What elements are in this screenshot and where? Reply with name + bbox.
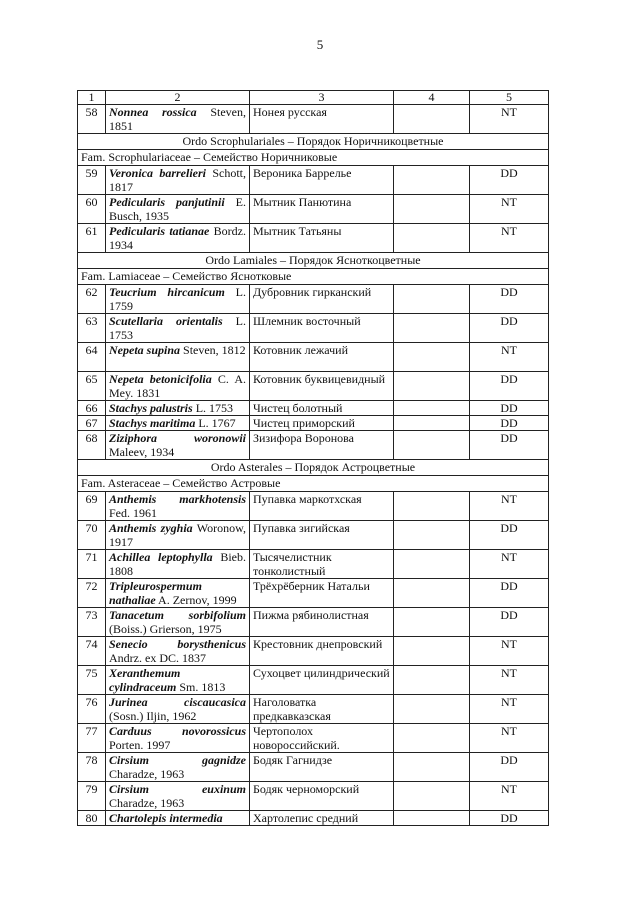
species-row <box>78 343 549 372</box>
russian-name: Наголоватка предкавказская <box>250 695 394 724</box>
species-row <box>78 285 549 314</box>
latin-name-cell <box>106 782 250 811</box>
author-citation: A. Zernov, 1999 <box>155 593 237 607</box>
species-row <box>78 224 549 253</box>
latin-name-cell <box>106 579 250 608</box>
russian-name: Пупавка зигийская <box>250 521 394 550</box>
status-code: DD <box>470 416 549 431</box>
row-number: 71 <box>78 550 106 579</box>
author-citation: L. 1767 <box>195 416 236 430</box>
empty-cell <box>394 343 470 372</box>
latin-name: Scutellaria orientalis <box>109 314 223 328</box>
latin-name: Pedicularis panjutinii <box>109 195 225 209</box>
latin-name: Anthemis markhotensis <box>109 492 246 506</box>
author-citation: Andrz. ex DC. 1837 <box>109 651 206 665</box>
author-citation: L. 1753 <box>192 401 234 415</box>
author-citation: Schott, 1817 <box>109 166 246 194</box>
status-code: NT <box>470 724 549 753</box>
author-citation: (Boiss.) Grierson, 1975 <box>109 622 222 636</box>
latin-name-cell <box>106 753 250 782</box>
latin-name-cell <box>106 666 250 695</box>
species-row <box>78 314 549 343</box>
author-citation: (Sosn.) Iljin, 1962 <box>109 709 197 723</box>
empty-cell <box>394 431 470 460</box>
empty-cell <box>394 811 470 826</box>
latin-name-cell <box>106 224 250 253</box>
status-code: DD <box>470 608 549 637</box>
latin-name: Cirsium euxinum <box>109 782 246 796</box>
species-row <box>78 372 549 401</box>
empty-cell <box>394 695 470 724</box>
latin-name-cell <box>106 492 250 521</box>
family-heading: Fam. Asteraceae – Семейство Астровые <box>78 476 549 492</box>
empty-cell <box>394 724 470 753</box>
status-code: NT <box>470 224 549 253</box>
row-number: 65 <box>78 372 106 401</box>
species-row <box>78 724 549 753</box>
status-code: DD <box>470 811 549 826</box>
latin-name: Carduus novorossicus <box>109 724 246 738</box>
row-number: 80 <box>78 811 106 826</box>
author-citation: E. Busch, 1935 <box>109 195 246 223</box>
row-number: 60 <box>78 195 106 224</box>
row-number: 69 <box>78 492 106 521</box>
russian-name: Чертополох новороссийский. <box>250 724 394 753</box>
author-citation: Woronow, 1917 <box>109 521 247 549</box>
author-citation: Porten. 1997 <box>109 738 171 752</box>
status-code: NT <box>470 695 549 724</box>
status-code: NT <box>470 195 549 224</box>
row-number: 79 <box>78 782 106 811</box>
latin-name: Ziziphora woronowii <box>109 431 246 445</box>
russian-name: Пижма рябинолистная <box>250 608 394 637</box>
author-citation: Maleev, 1934 <box>109 445 175 459</box>
latin-name-cell <box>106 724 250 753</box>
russian-name: Чистец болотный <box>250 401 394 416</box>
family-heading-row <box>78 269 549 285</box>
russian-name: Котовник лежачий <box>250 343 394 372</box>
latin-name-cell <box>106 416 250 431</box>
latin-name-cell <box>106 521 250 550</box>
russian-name: Вероника Баррелье <box>250 166 394 195</box>
row-number: 59 <box>78 166 106 195</box>
author-citation: Charadze, 1963 <box>109 796 185 810</box>
column-header: 3 <box>250 91 394 105</box>
latin-name: Nepeta betonicifolia <box>109 372 212 386</box>
empty-cell <box>394 637 470 666</box>
latin-name: Tripleurospermum nathaliae <box>109 579 202 607</box>
column-header: 5 <box>470 91 549 105</box>
latin-name-cell <box>106 343 250 372</box>
status-code: DD <box>470 314 549 343</box>
russian-name: Котовник буквицевидный <box>250 372 394 401</box>
species-row <box>78 666 549 695</box>
species-row <box>78 782 549 811</box>
species-row <box>78 579 549 608</box>
latin-name-cell <box>106 195 250 224</box>
russian-name: Крестовник днепровский <box>250 637 394 666</box>
row-number: 63 <box>78 314 106 343</box>
species-row <box>78 166 549 195</box>
latin-name: Nepeta supina <box>109 343 181 357</box>
latin-name-cell <box>106 811 250 826</box>
latin-name-cell <box>106 431 250 460</box>
author-citation: Sm. 1813 <box>176 680 226 694</box>
row-number: 61 <box>78 224 106 253</box>
author-citation: Charadze, 1963 <box>109 767 185 781</box>
empty-cell <box>394 314 470 343</box>
column-header: 1 <box>78 91 106 105</box>
russian-name: Мытник Татьяны <box>250 224 394 253</box>
species-row <box>78 521 549 550</box>
empty-cell <box>394 782 470 811</box>
row-number: 68 <box>78 431 106 460</box>
latin-name-cell <box>106 550 250 579</box>
russian-name: Дубровник гирканский <box>250 285 394 314</box>
species-row <box>78 431 549 460</box>
row-number: 67 <box>78 416 106 431</box>
species-row <box>78 416 549 431</box>
row-number: 62 <box>78 285 106 314</box>
status-code: DD <box>470 372 549 401</box>
empty-cell <box>394 224 470 253</box>
latin-name-cell <box>106 372 250 401</box>
author-citation: L. 1759 <box>109 285 246 313</box>
russian-name: Чистец приморский <box>250 416 394 431</box>
row-number: 77 <box>78 724 106 753</box>
row-number: 75 <box>78 666 106 695</box>
row-number: 66 <box>78 401 106 416</box>
order-heading-row <box>78 460 549 476</box>
latin-name-cell <box>106 608 250 637</box>
species-row <box>78 492 549 521</box>
latin-name-cell <box>106 401 250 416</box>
status-code: NT <box>470 782 549 811</box>
status-code: DD <box>470 521 549 550</box>
family-heading-row <box>78 476 549 492</box>
russian-name: Зизифора Воронова <box>250 431 394 460</box>
species-row <box>78 608 549 637</box>
russian-name: Трёхрёберник Натальи <box>250 579 394 608</box>
family-heading-row <box>78 150 549 166</box>
empty-cell <box>394 492 470 521</box>
latin-name: Stachys maritima <box>109 416 196 430</box>
russian-name: Тысячелистник тонколистный <box>250 550 394 579</box>
russian-name: Бодяк черноморский <box>250 782 394 811</box>
status-code: DD <box>470 401 549 416</box>
russian-name: Пупавка маркотхская <box>250 492 394 521</box>
empty-cell <box>394 372 470 401</box>
order-heading-row <box>78 253 549 269</box>
order-heading: Ordo Asterales – Порядок Астроцветные <box>78 460 549 476</box>
row-number: 64 <box>78 343 106 372</box>
latin-name: Jurinea ciscaucasica <box>109 695 246 709</box>
status-code: NT <box>470 666 549 695</box>
row-number: 58 <box>78 105 106 134</box>
latin-name-cell <box>106 166 250 195</box>
empty-cell <box>394 166 470 195</box>
latin-name: Senecio borysthenicus <box>109 637 246 651</box>
latin-name-cell <box>106 314 250 343</box>
author-citation: C. A. Mey. 1831 <box>109 372 246 400</box>
status-code: NT <box>470 105 549 134</box>
status-code: NT <box>470 343 549 372</box>
russian-name: Нонея русская <box>250 105 394 134</box>
status-code: DD <box>470 285 549 314</box>
russian-name: Шлемник восточный <box>250 314 394 343</box>
row-number: 72 <box>78 579 106 608</box>
author-citation: Steven, 1851 <box>109 105 246 133</box>
row-number: 76 <box>78 695 106 724</box>
latin-name: Cirsium gagnidze <box>109 753 246 767</box>
empty-cell <box>394 521 470 550</box>
author-citation: L. 1753 <box>109 314 246 342</box>
empty-cell <box>394 401 470 416</box>
status-code: DD <box>470 753 549 782</box>
species-row <box>78 637 549 666</box>
column-header: 2 <box>106 91 250 105</box>
status-code: NT <box>470 550 549 579</box>
species-row <box>78 401 549 416</box>
row-number: 78 <box>78 753 106 782</box>
latin-name: Chartolepis intermedia <box>109 811 223 825</box>
page-number: 5 <box>316 37 324 52</box>
status-code: DD <box>470 579 549 608</box>
author-citation: Bieb. 1808 <box>109 550 246 578</box>
status-code: DD <box>470 166 549 195</box>
empty-cell <box>394 416 470 431</box>
status-code: NT <box>470 492 549 521</box>
empty-cell <box>394 608 470 637</box>
empty-cell <box>394 285 470 314</box>
order-heading: Ordo Lamiales – Порядок Ясноткоцветные <box>78 253 549 269</box>
russian-name: Мытник Панютина <box>250 195 394 224</box>
species-row <box>78 105 549 134</box>
species-row <box>78 550 549 579</box>
empty-cell <box>394 105 470 134</box>
empty-cell <box>394 550 470 579</box>
empty-cell <box>394 666 470 695</box>
latin-name-cell <box>106 105 250 134</box>
empty-cell <box>394 753 470 782</box>
species-row <box>78 811 549 826</box>
order-heading-row <box>78 134 549 150</box>
family-heading: Fam. Lamiaceae – Семейство Яснотковые <box>78 269 549 285</box>
row-number: 74 <box>78 637 106 666</box>
order-heading: Ordo Scrophulariales – Порядок Норичникоцветные <box>78 134 549 150</box>
russian-name: Сухоцвет цилиндрический <box>250 666 394 695</box>
species-row <box>78 695 549 724</box>
status-code: NT <box>470 637 549 666</box>
species-row <box>78 195 549 224</box>
row-number: 73 <box>78 608 106 637</box>
latin-name: Nonnea rossica <box>109 105 197 119</box>
latin-name: Veronica barrelieri <box>109 166 206 180</box>
species-row <box>78 753 549 782</box>
species-table <box>77 90 549 826</box>
latin-name: Pedicularis tatianae <box>109 224 210 238</box>
latin-name: Xeranthemum cylindraceum <box>109 666 181 694</box>
latin-name: Anthemis zyghia <box>109 521 193 535</box>
status-code: DD <box>470 431 549 460</box>
russian-name: Хартолепис средний <box>250 811 394 826</box>
author-citation: Steven, 1812 <box>180 343 246 357</box>
latin-name-cell <box>106 285 250 314</box>
latin-name: Achillea leptophylla <box>109 550 213 564</box>
empty-cell <box>394 195 470 224</box>
russian-name: Бодяк Гагнидзе <box>250 753 394 782</box>
author-citation: Bordz. 1934 <box>109 224 247 252</box>
author-citation: Fed. 1961 <box>109 506 157 520</box>
latin-name: Teucrium hircanicum <box>109 285 225 299</box>
table-header-row <box>78 91 549 105</box>
row-number: 70 <box>78 521 106 550</box>
column-header: 4 <box>394 91 470 105</box>
latin-name-cell <box>106 637 250 666</box>
latin-name: Tanacetum sorbifolium <box>109 608 246 622</box>
family-heading: Fam. Scrophulariaceae – Семейство Норичниковые <box>78 150 549 166</box>
empty-cell <box>394 579 470 608</box>
latin-name-cell <box>106 695 250 724</box>
latin-name: Stachys palustris <box>109 401 193 415</box>
